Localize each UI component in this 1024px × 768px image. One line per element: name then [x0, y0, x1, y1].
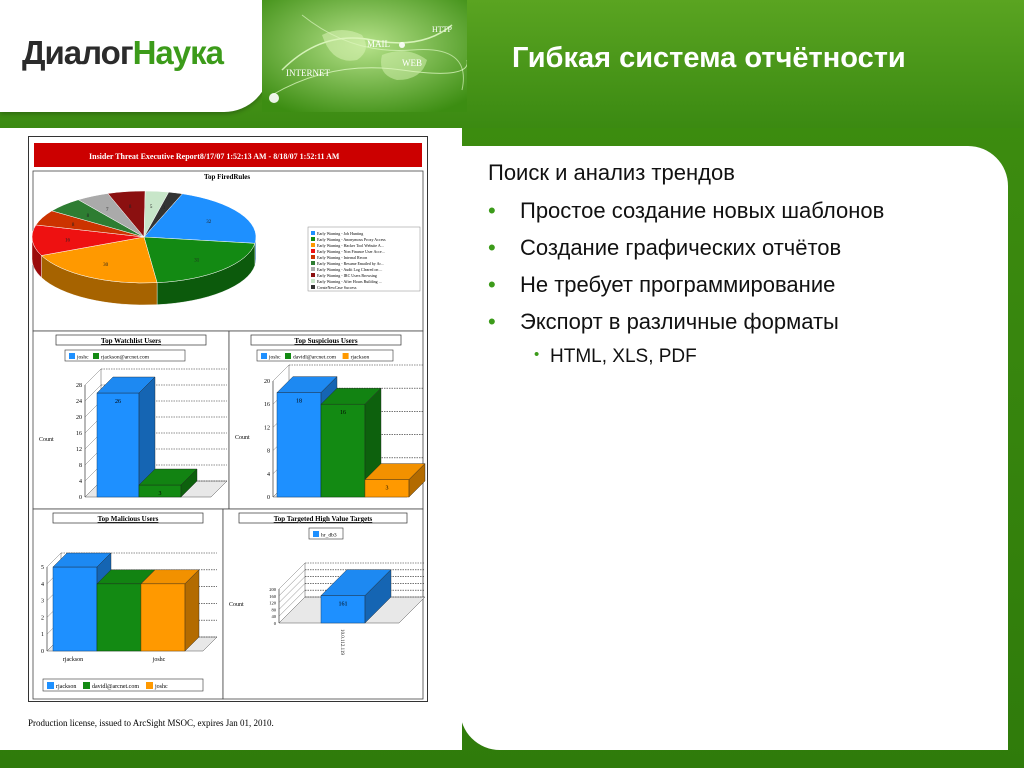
pie-slice-label: 30	[103, 263, 109, 269]
globe-label-mail: MAIL	[367, 39, 390, 49]
chart-title: Top Malicious Users	[97, 515, 159, 523]
globe-label-internet: INTERNET	[286, 68, 330, 78]
bar-data-label: 161	[338, 601, 348, 608]
pie-legend-label: CreateNewCase Success	[317, 284, 357, 290]
y-tick-label: 8	[267, 448, 270, 455]
chart-legend-swatch	[146, 682, 153, 689]
bar	[321, 404, 365, 497]
y-tick-label: 4	[79, 479, 82, 485]
bullet-item: • Простое создание новых шаблонов	[488, 198, 1008, 224]
report-svg	[29, 137, 427, 701]
pie-legend-swatch	[311, 249, 315, 253]
y-tick-label: 0	[273, 621, 276, 626]
pie-legend-swatch	[311, 273, 315, 277]
pie-legend-label: Early Warning - Hacker Tool Website A...	[317, 242, 384, 248]
chart-legend-label: rjackson	[350, 354, 370, 361]
pie-slice-label: 3	[162, 205, 166, 211]
bar-data-label: 16	[340, 410, 346, 417]
chart-legend-swatch	[261, 353, 267, 359]
pie-slice-label: 31	[194, 258, 200, 264]
y-axis-label: Count	[229, 602, 244, 608]
y-tick-label: 28	[76, 383, 82, 389]
pie-chart	[32, 191, 256, 305]
sub-bullet-item: • HTML, XLS, PDF	[534, 346, 1008, 368]
report-screenshot	[28, 136, 428, 702]
bar	[97, 584, 141, 651]
y-tick-label: 1	[41, 632, 44, 639]
bar-data-label: 3	[385, 485, 389, 492]
chart-legend-label: davidl@arcnet.com	[92, 684, 140, 690]
chart-title: Top Suspicious Users	[294, 337, 358, 345]
slide-title: Гибкая система отчётности	[512, 42, 906, 74]
bar-data-label: 3	[158, 491, 162, 497]
x-category-label: joshc	[152, 657, 166, 663]
internet-globe-graphic	[262, 0, 467, 112]
pie-legend-swatch	[311, 279, 315, 283]
y-tick-label: 120	[269, 600, 276, 606]
y-tick-label: 4	[267, 471, 270, 478]
chart-legend-label: joshc	[269, 354, 281, 361]
bar	[53, 567, 97, 651]
pie-slice-label: 32	[206, 219, 212, 225]
chart-legend-label: joshc	[155, 684, 168, 690]
chart-legend-swatch	[93, 353, 99, 359]
chart-legend-label: rjackson	[56, 684, 77, 690]
pie-legend-label: Early Warning - Audit Log Cleared on ...	[317, 266, 383, 272]
bar	[141, 584, 185, 651]
y-axis-label: Count	[39, 437, 54, 443]
y-tick-label: 200	[269, 587, 276, 592]
bar	[277, 393, 321, 497]
pie-legend-label: Early Warning - After Hours Building ...	[317, 278, 382, 284]
pie-slice-label: 8	[86, 214, 90, 220]
y-tick-label: 4	[41, 581, 44, 588]
bullet-list	[488, 160, 1008, 368]
pie-legend-label: Early Warning - Anonymous Proxy Access	[317, 236, 386, 242]
y-tick-label: 80	[271, 607, 276, 613]
bar	[97, 393, 139, 497]
bar-data-label: 18	[296, 398, 302, 405]
y-tick-label: 40	[271, 614, 276, 620]
chart-legend-swatch	[47, 682, 54, 689]
pie-legend-label: Early Warning - Internal Recon	[317, 254, 368, 260]
pie-legend-swatch	[311, 267, 315, 271]
chart-title: Top Targeted High Value Targets	[273, 515, 373, 523]
logo-part-green: Наука	[132, 34, 224, 71]
y-tick-label: 12	[264, 425, 270, 432]
chart-legend-swatch	[343, 353, 349, 359]
chart-legend-label: joshc	[77, 354, 89, 361]
brand-logo	[22, 34, 223, 72]
y-tick-label: 2	[41, 615, 44, 622]
pie-slice-label: 8	[128, 205, 132, 211]
report-header-text: Insider Threat Executive Report8/17/07 1:52:13 AM - 8/18/07 1:52:11 AM	[89, 152, 340, 161]
pie-legend-swatch	[311, 285, 315, 289]
chart-legend-label: hr_db3	[321, 532, 337, 539]
logo-box	[0, 0, 270, 112]
y-tick-label: 5	[41, 565, 44, 571]
bar	[321, 596, 365, 623]
pie-slice-label: 16	[65, 238, 71, 244]
chart-legend-swatch	[313, 531, 319, 537]
x-category-label: rjackson	[62, 657, 84, 663]
y-tick-label: 24	[76, 399, 82, 405]
chart-legend-label: rjackson@arcnet.com	[101, 354, 149, 361]
chart-legend-swatch	[285, 353, 291, 359]
pie-legend-swatch	[311, 261, 315, 265]
globe-label-web: WEB	[402, 58, 422, 68]
pie-legend	[308, 227, 420, 291]
y-tick-label: 0	[41, 649, 44, 655]
x-category-label: 10.0.112.119	[339, 629, 344, 655]
bar-data-label: 26	[115, 399, 121, 405]
pie-legend-swatch	[311, 243, 315, 247]
pie-slice-label: 7	[105, 208, 109, 214]
bullet-item: • Экспорт в различные форматы	[488, 309, 1008, 335]
chart-legend-swatch	[69, 353, 75, 359]
pie-slice-label: 8	[71, 222, 75, 228]
bar-side	[185, 570, 199, 651]
pie-legend-label: Early Warning - Resume Emailed by Ar...	[317, 260, 384, 266]
chart-title: Top Watchlist Users	[101, 337, 161, 345]
pie-legend-swatch	[311, 237, 315, 241]
pie-legend-label: Early Warning - Non Finance User Acce...	[317, 248, 385, 254]
pie-legend-label: Early Warning - Job Hunting	[317, 230, 364, 236]
y-tick-label: 20	[76, 415, 82, 421]
y-tick-label: 12	[76, 447, 82, 453]
pie-legend-swatch	[311, 231, 315, 235]
y-tick-label: 0	[79, 495, 82, 501]
logo-part-dark: Диалог	[22, 34, 133, 71]
pie-slice-label: 5	[149, 204, 153, 210]
y-axis-label: Count	[235, 435, 250, 441]
y-tick-label: 16	[264, 402, 270, 409]
y-tick-label: 8	[79, 463, 82, 469]
y-tick-label: 0	[267, 495, 270, 501]
bullet-item: • Создание графических отчётов	[488, 235, 1008, 261]
y-tick-label: 20	[264, 379, 270, 385]
report-footnote: Production license, issued to ArcSight MSOC, expires Jan 01, 2010.	[28, 718, 274, 728]
pie-title: Top FiredRules	[204, 173, 251, 181]
y-tick-label: 3	[41, 598, 44, 605]
globe-label-http: HTTP	[432, 25, 452, 34]
pie-legend-label: Early Warning - IRC Users Browsing	[317, 272, 377, 278]
chart-legend-label: davidl@arcnet.com	[293, 354, 337, 361]
y-tick-label: 160	[269, 593, 276, 599]
bullet-item: • Не требует программирование	[488, 272, 1008, 298]
bullets-heading: Поиск и анализ трендов	[488, 160, 735, 185]
y-tick-label: 16	[76, 431, 82, 437]
chart-legend-swatch	[83, 682, 90, 689]
pie-legend-swatch	[311, 255, 315, 259]
